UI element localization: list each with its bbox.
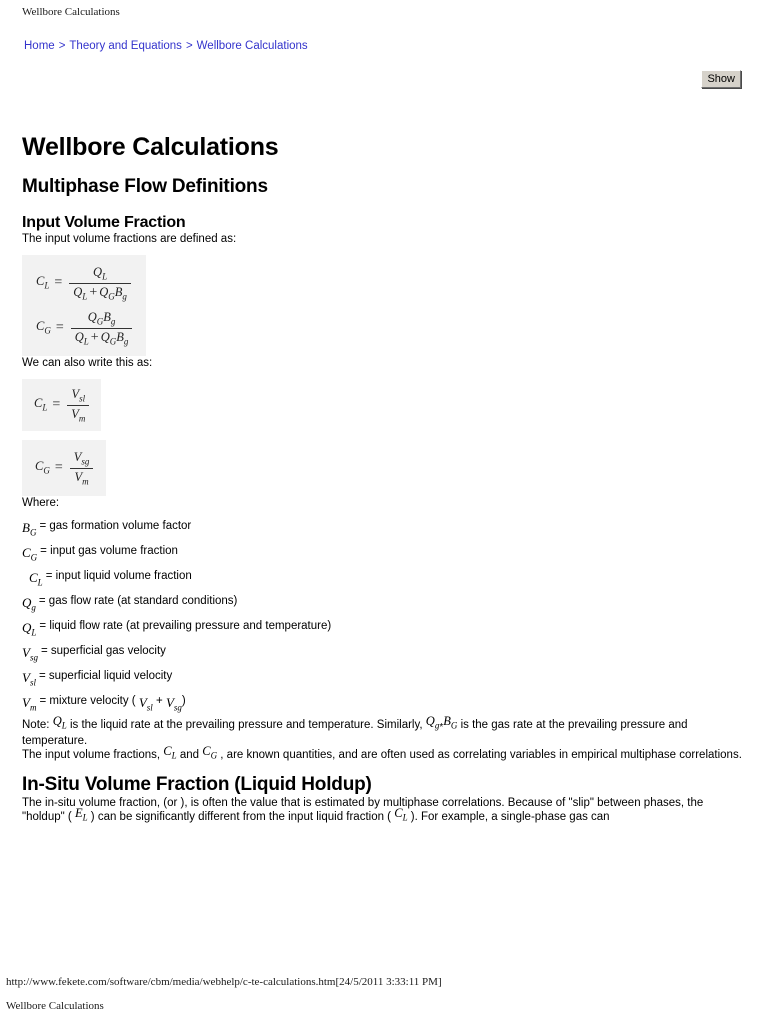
section-heading-multiphase-flow: Multiphase Flow Definitions	[22, 176, 268, 197]
show-button[interactable]: Show	[701, 70, 741, 88]
definition-vsl: $V_{sl}=$ superficial liquid velocity	[22, 670, 173, 688]
breadcrumb-separator: >	[58, 40, 66, 52]
multiplication-star: *	[439, 722, 444, 733]
subsection-heading-input-volume-fraction: Input Volume Fraction	[22, 214, 186, 231]
breadcrumb-home[interactable]: Home	[24, 40, 55, 52]
equation-cg-flow-rates: $C_G$ = $\frac{Q_GB_g}{Q_L + Q_GB_g}$	[36, 310, 132, 346]
breadcrumb-separator: >	[185, 40, 193, 52]
definition-cg: $C_G=$ input gas volume fraction	[22, 545, 178, 563]
section-heading-insitu: In-Situ Volume Fraction (Liquid Holdup)	[22, 774, 372, 795]
symbol-definitions-list	[22, 518, 745, 718]
breadcrumb-current-page[interactable]: Wellbore Calculations	[196, 40, 308, 52]
print-header: Wellbore Calculations	[22, 6, 120, 18]
equation-image-cg-velocity: $C_G$ = $\frac{V_{sg}}{V_m}$	[22, 440, 106, 496]
definition-vm: $V_m=$ mixture velocity ( $V_{sl} + V_{sg}$)	[22, 695, 186, 713]
para-defined-as: The input volume fractions are defined as:	[22, 233, 237, 245]
definition-qg: $Q_g=$ gas flow rate (at standard conditions)	[22, 595, 238, 613]
breadcrumb	[24, 40, 308, 52]
definition-vsg: $V_{sg}=$ superficial gas velocity	[22, 645, 166, 663]
equation-image-cl-velocity: $C_L$ = $\frac{V_{sl}}{V_m}$	[22, 379, 101, 431]
print-footer-url: http://www.fekete.com/software/cbm/media/webhelp/c-te-calculations.htm[24/5/2011 3:33:11 PM]	[6, 976, 442, 988]
page-title: Wellbore Calculations	[22, 133, 279, 161]
breadcrumb-theory-and-equations[interactable]: Theory and Equations	[69, 40, 182, 52]
definition-bg: $B_G=$ gas formation volume factor	[22, 520, 192, 538]
para-where: Where:	[22, 497, 60, 509]
para-note: Note: $Q_L$ is the liquid rate at the prevailing pressure and temperature. Similarly, $Q_g*B_G$ is the gas rate at the prevailing pressure and temperature.	[22, 714, 688, 747]
equation-image-input-fractions	[22, 255, 146, 356]
definition-cl: $C_L=$ input liquid volume fraction	[29, 570, 192, 588]
definition-ql: $Q_L=$ liquid flow rate (at prevailing pressure and temperature)	[22, 620, 332, 638]
para-insitu: The in-situ volume fraction, (or ), is often the value that is estimated by multiphase correlations. Because of "slip" between phases, the "holdup" ( $E_L$ ) can be significantly different from the input liquid fraction ( $C_L$ ). For example, a single-phase gas can	[22, 797, 704, 823]
para-also-write: We can also write this as:	[22, 357, 153, 369]
print-footer-title: Wellbore Calculations	[6, 1000, 104, 1012]
equation-cl-flow-rates: $C_L$ = $\frac{Q_L}{Q_L + Q_GB_g}$	[36, 265, 132, 301]
para-known-quantities: The input volume fractions, $C_L$ and $C_G$ , are known quantities, and are often used as correlating variables in empirical multiphase correlations.	[22, 743, 742, 761]
main-content	[22, 133, 745, 826]
